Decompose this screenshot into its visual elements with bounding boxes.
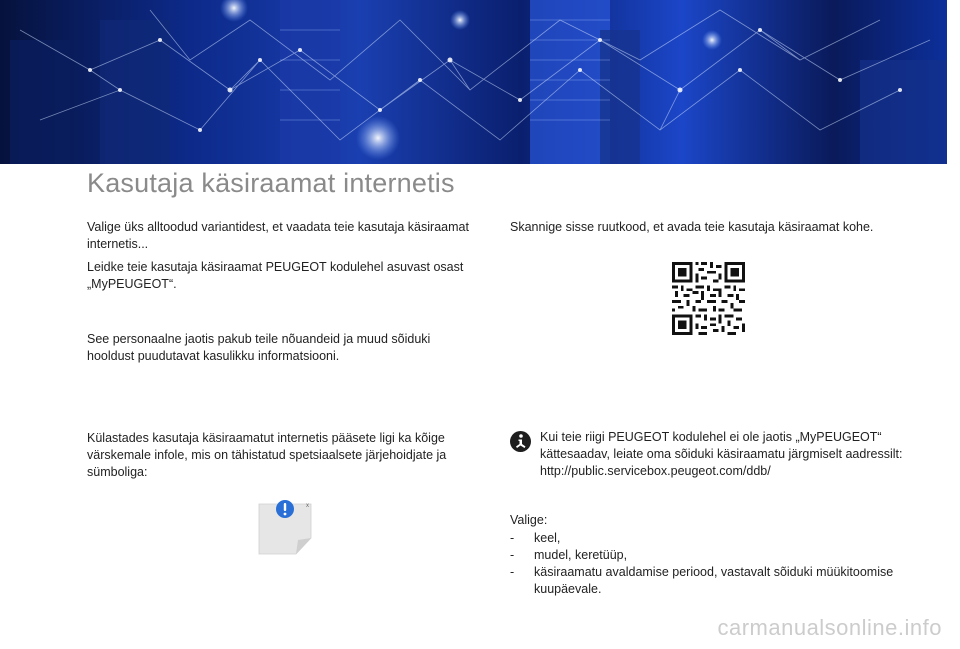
list-item: - mudel, keretüüp, xyxy=(510,547,910,564)
watermark: carmanualsonline.info xyxy=(717,615,942,640)
choose-title: Valige: xyxy=(510,513,548,527)
intro-paragraph: Valige üks alltoodud variantidest, et vaadata teie kasutaja käsiraamat internetis... xyxy=(87,220,469,251)
svg-text:x: x xyxy=(306,503,309,509)
city-network-image xyxy=(0,0,947,164)
updated-page-symbol-icon xyxy=(258,498,314,556)
hero-banner xyxy=(0,0,947,164)
qr-code-icon[interactable] xyxy=(672,262,745,335)
page-title: Kasutaja käsiraamat internetis xyxy=(87,168,455,198)
servicebox-note: Kui teie riigi PEUGEOT kodulehel ei ole jaotis „MyPEUGEOT“ kättesaadav, leiate oma sõiduki käsiraamatu järgmiselt aadressilt: http://public.servicebox.peugeot.com/ddb/ xyxy=(540,430,903,478)
list-item: - keel, xyxy=(510,530,910,547)
scan-paragraph: Skannige sisse ruutkood, et avada teie kasutaja käsiraamat kohe. xyxy=(510,220,874,234)
list-item: - käsiraamatu avaldamise periood, vastavalt sõiduki müükitoomise kuupäevale. xyxy=(510,564,910,598)
info-hand-icon xyxy=(510,431,531,452)
latest-info-paragraph: Külastades kasutaja käsiraamatut internetis pääsete ligi ka kõige värskemale infole, mis on tähistatud spetsiaalsete järjehoidjate ja sümboliga: xyxy=(87,431,447,479)
personal-section-paragraph: See personaalne jaotis pakub teile nõuandeid ja muud sõiduki hooldust puudutavat kasulikku informatsiooni. xyxy=(87,332,431,363)
choose-list xyxy=(510,530,910,598)
mypeugeot-paragraph: Leidke teie kasutaja käsiraamat PEUGEOT kodulehel asuvast osast „MyPEUGEOT“. xyxy=(87,260,464,291)
